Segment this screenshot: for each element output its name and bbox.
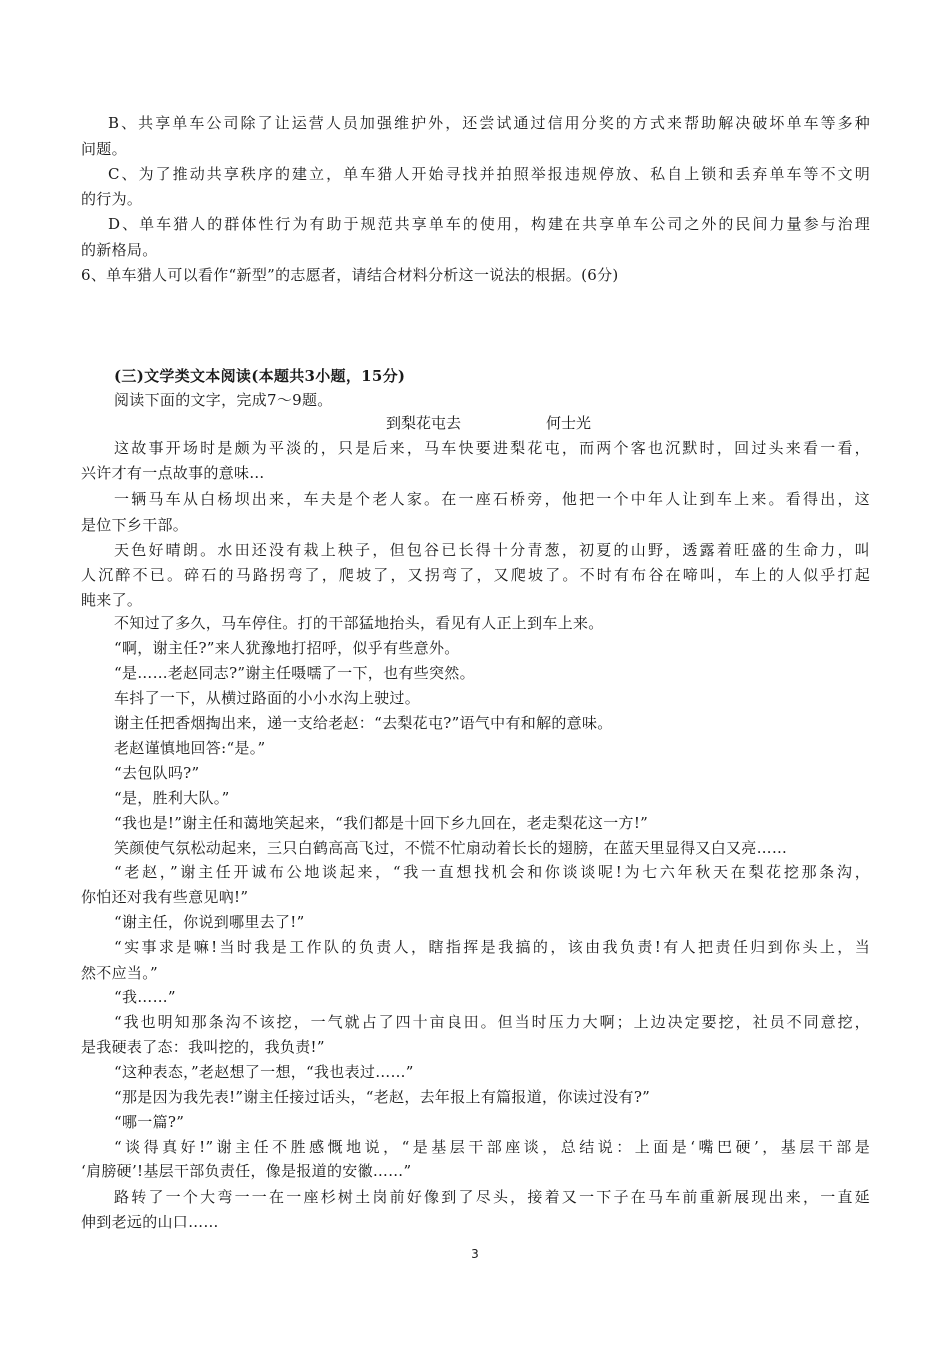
story-line: 是我硬表了态：我叫挖的，我负责!” — [81, 1038, 325, 1056]
story-line: 笑颜使气氛松动起来，三只白鹤高高飞过，不慌不忙扇动着长长的翅膀，在蓝天里显得又白又亮…… — [114, 839, 788, 857]
story-line: 天色好晴朗。水田还没有栽上秧子，但包谷已长得十分青葱，初夏的山野，透露着旺盛的生命力，叫 — [114, 541, 870, 559]
story-line: “实事求是嘛!当时我是工作队的负责人，瞎指挥是我搞的，该由我负责!有人把责任归到你头上，当 — [114, 938, 870, 956]
story-line: ‘肩膀硬’!基层干部负责任，像是报道的安徽……” — [81, 1162, 412, 1180]
story-line: 一辆马车从白杨坝出来，车夫是个老人家。在一座石桥旁，他把一个中年人让到车上来。看得出，这 — [114, 490, 870, 508]
story-line: “老赵，”谢主任开诚布公地谈起来，“我一直想找机会和你谈谈呢!为七六年秋天在梨花挖那条沟， — [114, 863, 870, 881]
story-line: “那是因为我先表!”谢主任接过话头，“老赵，去年报上有篇报道，你读过没有?” — [114, 1088, 651, 1106]
story-line: 不知过了多久，马车停住。打的干部猛地抬头，看见有人正上到车上来。 — [114, 614, 604, 632]
story-line: 人沉醉不已。碎石的马路拐弯了，爬坡了，又拐弯了，又爬坡了。不时有布谷在啼叫，车上的人似乎打起 — [81, 566, 870, 584]
story-line: “这种表态，”老赵想了一想，“我也表过……” — [114, 1063, 414, 1081]
story-title: 到梨花屯去 — [386, 414, 462, 432]
story-line: “我也明知那条沟不该挖，一气就占了四十亩良田。但当时压力大啊；上边决定要挖，社员不同意挖， — [114, 1013, 870, 1031]
story-line: 兴许才有一点故事的意味… — [81, 464, 265, 482]
story-line: 是位下乡干部。 — [81, 516, 189, 534]
story-line: 伸到老远的山口…… — [81, 1213, 219, 1231]
story-line: “我也是!”谢主任和蔼地笑起来，“我们都是十回下乡九回在，老走梨花这一方!” — [114, 814, 649, 832]
story-line: “谢主任，你说到哪里去了!” — [114, 913, 305, 931]
story-line: “去包队吗?” — [114, 764, 200, 782]
story-line: 路转了一个大弯一一在一座杉树土岗前好像到了尽头，接着又一下子在马车前重新展现出来，一直延 — [114, 1188, 870, 1206]
section-instruction: 阅读下面的文字，完成7～9题。 — [114, 391, 333, 409]
story-line: 这故事开场时是颇为平淡的，只是后来，马车快要进梨花屯，而两个客也沉默时，回过头来看一看， — [114, 439, 870, 457]
story-line: 你怕还对我有些意见吶!” — [81, 888, 249, 906]
story-line: “是……老赵同志?”谢主任嗫嚅了一下，也有些突然。 — [114, 664, 475, 682]
option-b-line-1: B、共享单车公司除了让运营人员加强维护外，还尝试通过信用分奖的方式来帮助解决破坏单车等多种 — [108, 114, 870, 132]
story-line: “啊，谢主任?”来人犹豫地打招呼，似乎有些意外。 — [114, 639, 460, 657]
page-number: 3 — [471, 1247, 479, 1261]
option-d-line-2: 的新格局。 — [81, 241, 158, 259]
option-c-line-1: C、为了推动共享秩序的建立，单车猎人开始寻找并拍照举报违规停放、私自上锁和丢弃单车等不文明 — [108, 165, 870, 183]
story-line: 盹来了。 — [81, 591, 143, 609]
story-line: “我……” — [114, 988, 176, 1006]
story-line: “谈得真好!”谢主任不胜感慨地说，“是基层干部座谈，总结说：上面是‘嘴巴硬’，基层干部是 — [114, 1138, 870, 1156]
story-line: 谢主任把香烟掏出来，递一支给老赵：“去梨花屯?”语气中有和解的意味。 — [114, 714, 613, 732]
story-author: 何士光 — [546, 414, 592, 432]
section-heading: (三)文学类文本阅读(本题共3小题，15分) — [114, 367, 406, 385]
story-line: “哪一篇?” — [114, 1113, 185, 1131]
question-6: 6、单车猎人可以看作“新型”的志愿者，请结合材料分析这一说法的根据。(6分) — [81, 266, 619, 284]
story-line: 车抖了一下，从横过路面的小小水沟上驶过。 — [114, 689, 421, 707]
option-d-line-1: D、单车猎人的群体性行为有助于规范共享单车的使用，构建在共享单车公司之外的民间力量参与治理 — [108, 215, 870, 233]
option-b-line-2: 问题。 — [81, 140, 127, 158]
story-line: 然不应当。” — [81, 964, 158, 982]
option-c-line-2: 的行为。 — [81, 190, 143, 208]
story-line: 老赵谨慎地回答:“是。” — [114, 739, 266, 757]
story-line: “是，胜利大队。” — [114, 789, 230, 807]
